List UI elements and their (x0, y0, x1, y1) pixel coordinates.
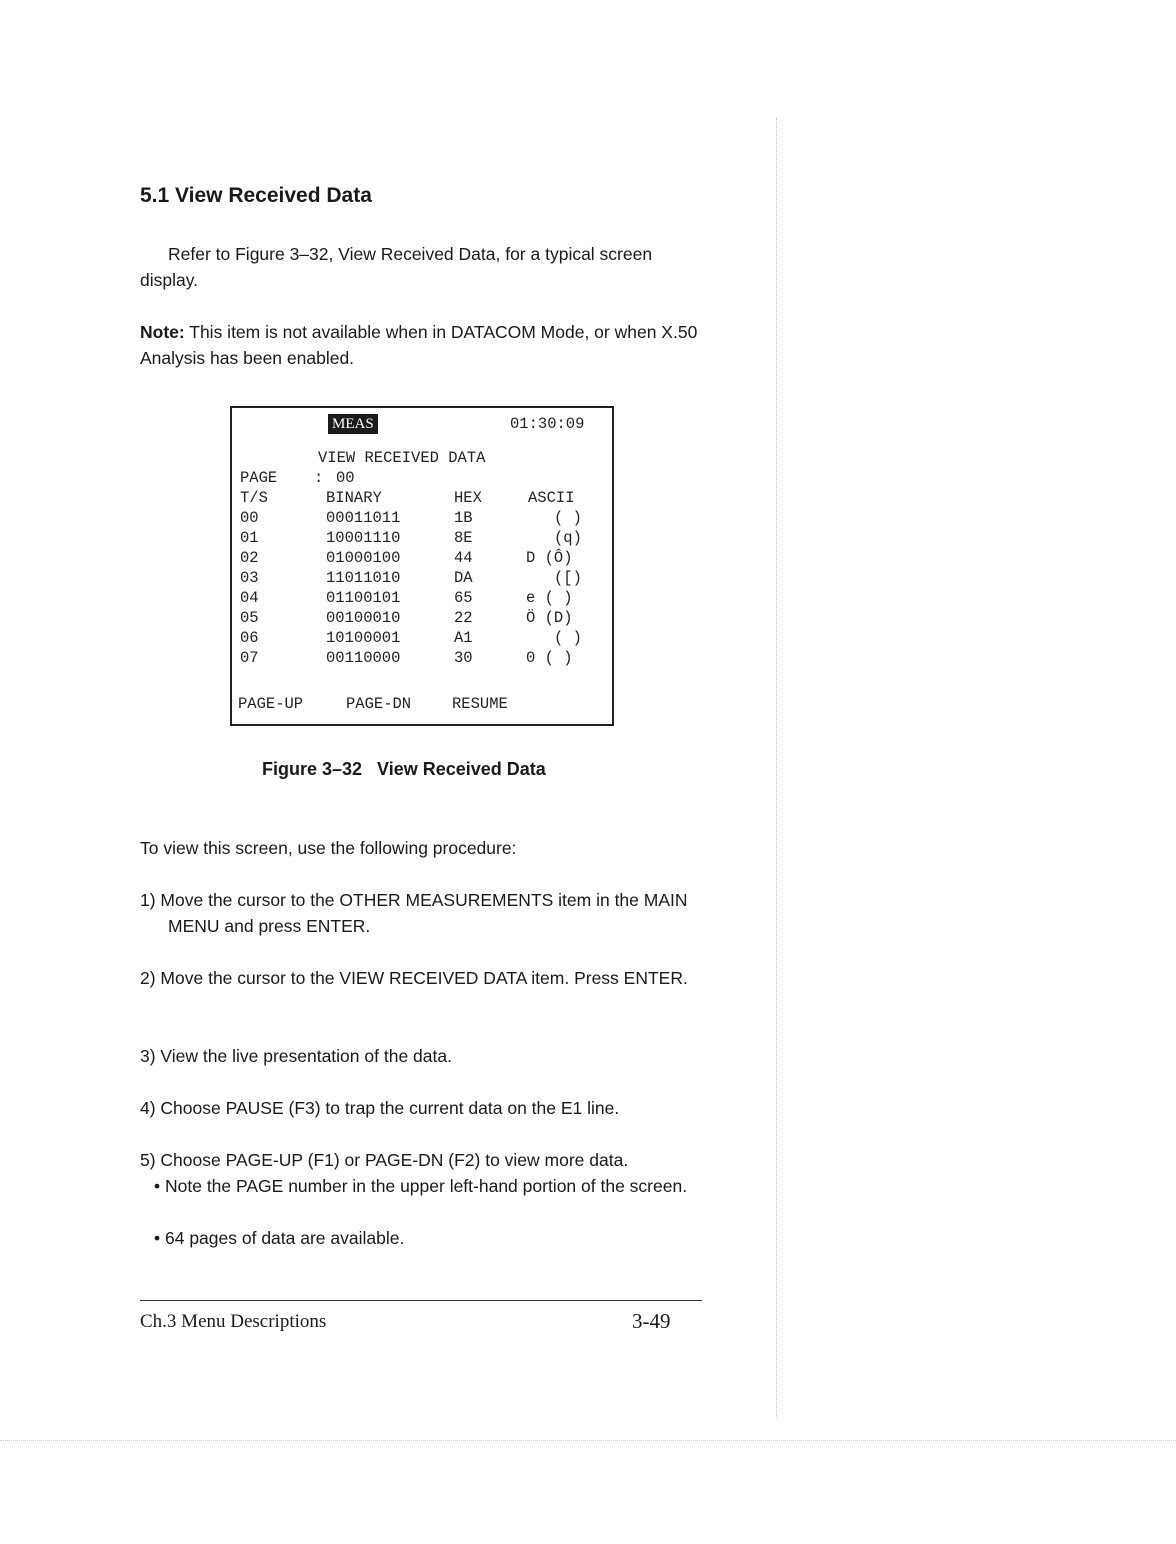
procedure-bullet: • Note the PAGE number in the upper left-hand portion of the screen. (154, 1176, 688, 1196)
procedure-step: 1) Move the cursor to the OTHER MEASUREMENTS item in the MAIN MENU and press ENTER. (140, 890, 688, 936)
row-ascii: D (Ô) (526, 549, 573, 567)
softkey-page-dn[interactable]: PAGE-DN (346, 695, 412, 713)
row-ascii: e ( ) (526, 589, 573, 607)
margin-rule (776, 118, 777, 1418)
note-label: Note: (140, 322, 185, 342)
footer-chapter: Ch.3 Menu Descriptions (140, 1311, 327, 1332)
row-binary: 01000100 (326, 549, 401, 567)
row-binary: 01100101 (326, 589, 401, 607)
row-ts: 00 (240, 509, 259, 527)
procedure-intro: To view this screen, use the following procedure: (140, 838, 517, 858)
view-received-data-screen (230, 406, 614, 726)
screen-heading: VIEW RECEIVED DATA (318, 449, 486, 467)
row-hex: 44 (454, 549, 473, 567)
row-hex: DA (454, 569, 473, 587)
row-binary: 10100001 (326, 629, 401, 647)
procedure-step: 4) Choose PAUSE (F3) to trap the current data on the E1 line. (140, 1098, 620, 1118)
row-ts: 05 (240, 609, 259, 627)
row-ascii: 0 ( ) (526, 649, 573, 667)
row-hex: A1 (454, 629, 473, 647)
row-hex: 1B (454, 509, 473, 527)
row-ascii: Ö (D) (526, 609, 573, 627)
row-ascii: ([) (554, 569, 582, 587)
note-text: This item is not available when in DATACOM Mode, or when X.50 Analysis has been enabled. (140, 322, 698, 368)
column-header-ascii: ASCII (528, 489, 575, 507)
column-header-ts: T/S (240, 489, 268, 507)
figure-caption: Figure 3–32 View Received Data (262, 759, 546, 779)
softkey-page-up[interactable]: PAGE-UP (238, 695, 304, 713)
row-ts: 03 (240, 569, 259, 587)
row-binary: 10001110 (326, 529, 401, 547)
softkey-resume[interactable]: RESUME (452, 695, 508, 713)
section-title: 5.1 View Received Data (140, 184, 372, 207)
procedure-step: 5) Choose PAGE-UP (F1) or PAGE-DN (F2) to view more data. (140, 1150, 629, 1170)
row-binary: 11011010 (326, 569, 401, 587)
meas-mode-tab: MEAS (328, 414, 378, 434)
row-ascii: (q) (554, 529, 582, 547)
screen-clock: 01:30:09 (510, 415, 585, 433)
procedure-step: 3) View the live presentation of the data. (140, 1046, 452, 1066)
row-hex: 65 (454, 589, 473, 607)
row-binary: 00011011 (326, 509, 401, 527)
row-hex: 8E (454, 529, 473, 547)
row-ts: 01 (240, 529, 259, 547)
row-ascii: ( ) (554, 629, 582, 647)
row-ascii: ( ) (554, 509, 582, 527)
row-hex: 22 (454, 609, 473, 627)
row-binary: 00100010 (326, 609, 401, 627)
page-separator: : (314, 469, 324, 487)
procedure-bullet: • 64 pages of data are available. (154, 1228, 405, 1248)
footer-page-number: 3-49 (632, 1309, 671, 1333)
page-label: PAGE (240, 469, 278, 487)
page-number: 00 (336, 469, 355, 487)
row-hex: 30 (454, 649, 473, 667)
row-ts: 06 (240, 629, 259, 647)
footer-rule (140, 1300, 702, 1301)
note-paragraph (140, 319, 702, 371)
bottom-edge-rule (0, 1440, 1176, 1441)
column-header-binary: BINARY (326, 489, 382, 507)
column-header-hex: HEX (454, 489, 482, 507)
procedure-step: 2) Move the cursor to the VIEW RECEIVED DATA item. Press ENTER. (140, 968, 688, 988)
intro-paragraph: Refer to Figure 3–32, View Received Data, for a typical screen display. (140, 244, 653, 290)
row-binary: 00110000 (326, 649, 401, 667)
row-ts: 07 (240, 649, 259, 667)
row-ts: 04 (240, 589, 259, 607)
row-ts: 02 (240, 549, 259, 567)
